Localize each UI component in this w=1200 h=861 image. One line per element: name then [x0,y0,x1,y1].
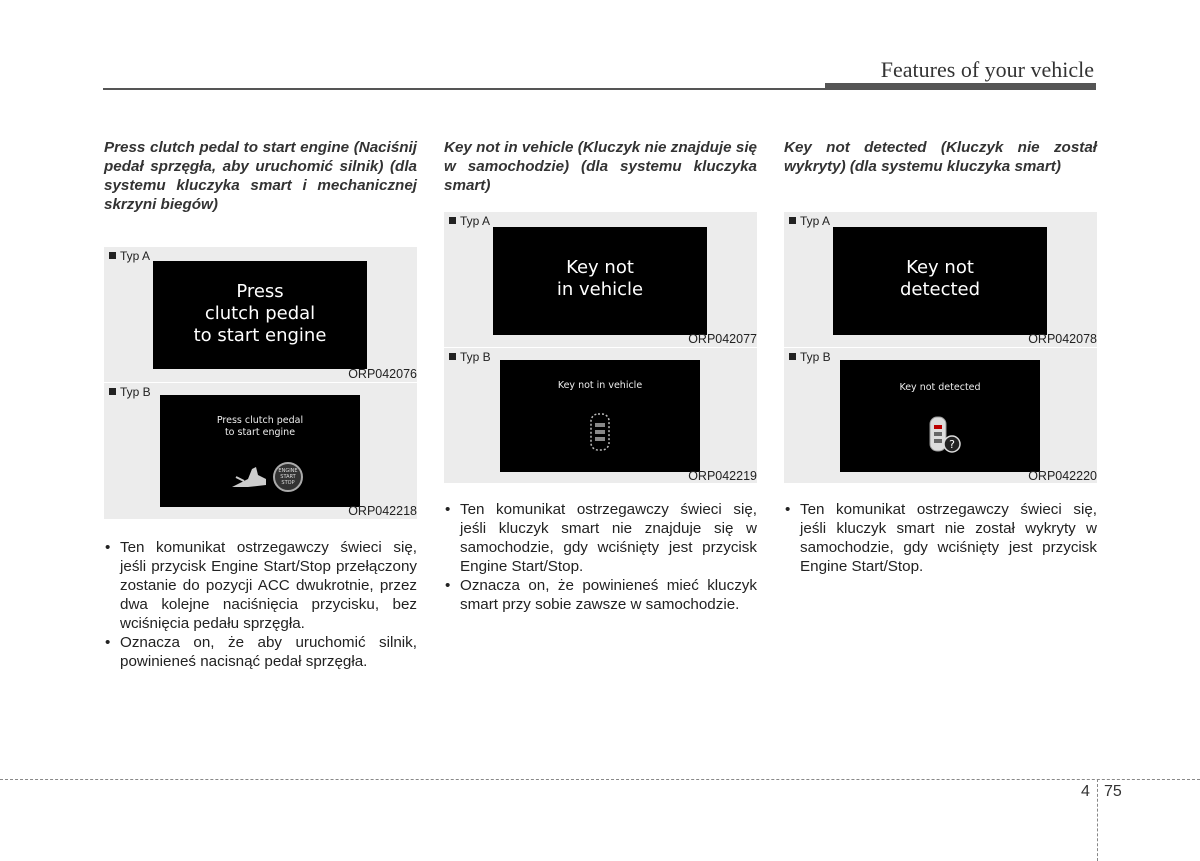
figure-type-label: Typ B [789,350,831,364]
list-item: • Oznacza on, że aby uruchomić silnik, powinieneś nacisnąć pedał sprzęgła. [104,633,417,671]
bullet-list [784,500,1097,576]
display-screen [833,227,1047,335]
figure-type-label: Typ A [789,214,830,228]
section-heading: Key not detected (Kluczyk nie został wykryty) (dla systemu kluczyka smart) [784,139,1097,175]
column-key-not-detected [784,138,1097,176]
screen-line: clutch pedal [204,303,316,324]
bullet-list [444,500,757,614]
column-clutch-pedal [104,138,417,214]
footer-rule [0,779,1200,780]
page-number: 75 [1104,783,1122,800]
figure-code: ORP042219 [688,469,757,483]
chapter-number: 4 [1081,783,1090,800]
list-item: • Oznacza on, że powinieneś mieć kluczyk smart przy sobie zawsze w samochodzie. [444,576,757,614]
button-text: STOP [281,480,295,486]
list-item: • Ten komunikat ostrzegawczy świeci się, jeśli przycisk Engine Start/Stop przełączony zostanie do pozycji ACC dwukrotnie, przez dwa kolejne naciśnięcia przycisku, bez wciśnięcia pedału sprzęgła. [104,538,417,633]
square-bullet-icon [109,388,116,395]
display-screen [500,360,700,472]
screen-line: Key not [906,257,974,278]
screen-line: to start engine [193,325,327,346]
screen-line: in vehicle [556,279,644,300]
display-screen [840,360,1040,472]
screen-line: to start engine [224,427,296,438]
screen-line: Key not detected [899,382,981,393]
button-text: START [280,474,296,480]
figure-type-label: Typ B [449,350,491,364]
square-bullet-icon [449,217,456,224]
screen-line: Key not in vehicle [557,380,643,391]
figure-typ-b [104,383,417,519]
screen-line: Key not [566,257,634,278]
figure-type-label: Typ B [109,385,151,399]
figure-typ-a [784,212,1097,347]
figure-typ-a [444,212,757,347]
square-bullet-icon [789,217,796,224]
smart-key-question-icon [926,415,966,455]
display-screen [493,227,707,335]
column-key-not-in-vehicle [444,138,757,195]
figure-code: ORP042220 [1028,469,1097,483]
figure-typ-b [784,348,1097,483]
figure-code: ORP042218 [348,504,417,518]
button-text: ENGINE [278,468,298,474]
screen-line: detected [899,279,981,300]
square-bullet-icon [449,353,456,360]
section-heading: Press clutch pedal to start engine (Naciśnij pedał sprzęgła, aby uruchomić silnik) (dla systemu kluczyka smart i mechanicznej skrzyni biegów) [104,139,417,213]
square-bullet-icon [109,252,116,259]
clutch-pedal-and-start-button-icon [226,457,306,497]
header-rule [103,88,825,90]
figure-code: ORP042076 [348,367,417,381]
figure-typ-b [444,348,757,483]
bullet-list [104,538,417,671]
section-heading: Key not in vehicle (Kluczyk nie znajduje się w samochodzie) (dla systemu kluczyka smart) [444,139,757,194]
figure-code: ORP042078 [1028,332,1097,346]
smart-key-outline-icon [588,412,612,452]
figure-code: ORP042077 [688,332,757,346]
square-bullet-icon [789,353,796,360]
list-item: • Ten komunikat ostrzegawczy świeci się, jeśli kluczyk smart nie znajduje się w samochodzie, gdy wciśnięty jest przycisk Engine Start/Stop. [444,500,757,576]
list-item: • Ten komunikat ostrzegawczy świeci się, jeśli kluczyk smart nie został wykryty w samochodzie, gdy wciśnięty jest przycisk Engine Start/Stop. [784,500,1097,576]
display-screen [160,395,360,507]
screen-line: Press clutch pedal [216,415,304,426]
display-screen [153,261,367,369]
footer-divider [1097,779,1098,861]
figure-type-label: Typ A [109,249,150,263]
screen-line: Press [236,281,284,302]
header-rule-accent [825,83,1096,90]
figure-type-label: Typ A [449,214,490,228]
running-header: Features of your vehicle [880,57,1094,82]
figure-typ-a [104,247,417,382]
svg-text:?: ? [949,438,955,451]
